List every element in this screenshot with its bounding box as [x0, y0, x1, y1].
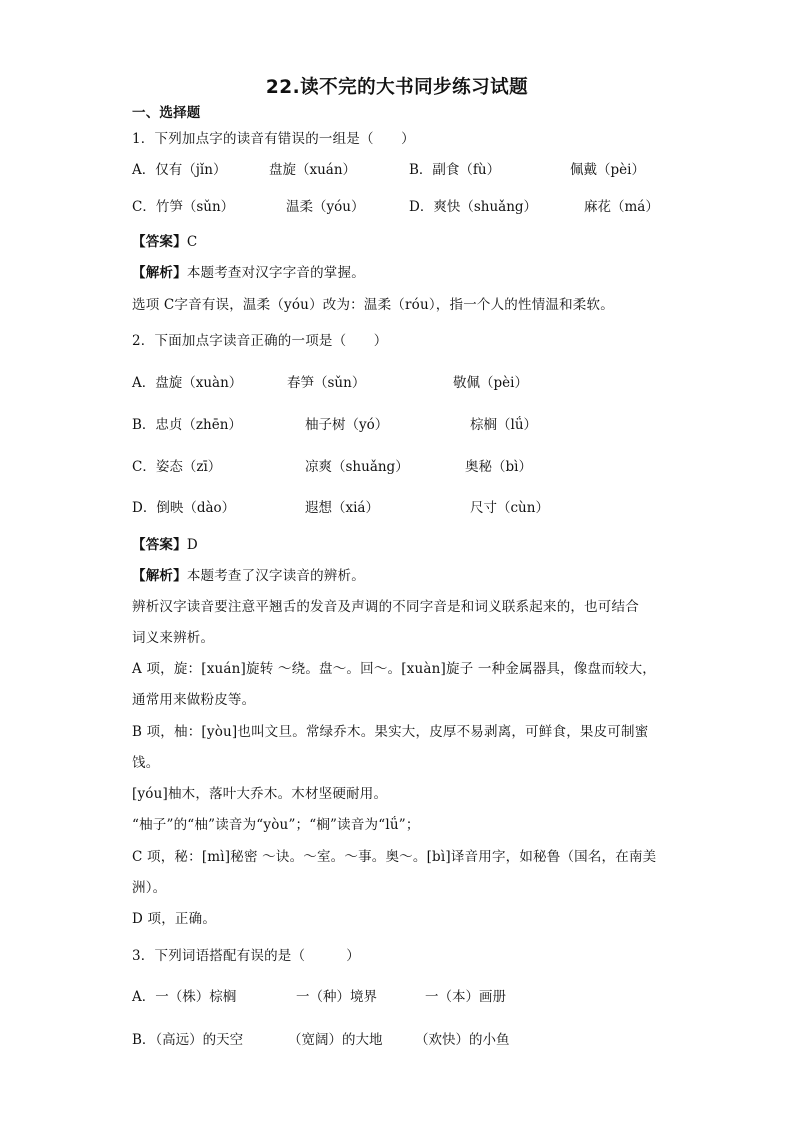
q3-option-a-2: 一（种）境界 [296, 989, 377, 1005]
q2-option-b-2: 柚子树（yó） [305, 417, 389, 433]
q2-option-c-3: 奥秘（bì） [465, 459, 532, 475]
section-heading: 一、选择题 [132, 105, 201, 121]
analysis-line: A 项，旋：[xuán]旋转 ～绕。盘～。回～。[xuàn]旋子 一种金属器具，像盘而较大， [132, 661, 656, 677]
q2-option-b: B．忠贞（zhēn） [132, 417, 242, 433]
q1-option-d: D．爽快（shuǎng） [409, 199, 538, 215]
q2-option-a-2: 春笋（sǔn） [287, 375, 366, 391]
analysis-line: 辨析汉字读音要注意平翘舌的发音及声调的不同字音是和词义联系起来的，也可结合 [132, 599, 639, 615]
question-3-stem: 3．下列词语搭配有误的是（ ） [132, 948, 360, 964]
analysis-line: 饯。 [132, 755, 160, 771]
analysis-line: 词义来辨析。 [132, 630, 215, 646]
q2-option-c-2: 凉爽（shuǎng） [305, 459, 409, 475]
analysis-tag: 【解析】 [132, 568, 187, 584]
question-1-stem: 1．下列加点字的读音有错误的一组是（ ） [132, 131, 415, 147]
q1-option-c-2: 温柔（yóu） [286, 199, 365, 215]
answer-tag: 【答案】 [132, 234, 187, 250]
analysis-line: 通常用来做粉皮等。 [132, 692, 256, 708]
analysis-line: D 项，正确。 [132, 911, 217, 927]
analysis-line: B 项，柚：[yòu]也叫文旦。常绿乔木。果实大，皮厚不易剥离，可鲜食，果皮可制蜜 [132, 724, 649, 740]
answer-tag: 【答案】 [132, 537, 187, 553]
q2-option-c: C．姿态（zī） [132, 459, 222, 475]
q2-analysis [132, 567, 365, 585]
q2-option-d: D．倒映（dào） [132, 500, 236, 516]
analysis-text: 本题考查对汉字字音的掌握。 [186, 265, 365, 281]
q1-answer [132, 233, 197, 251]
analysis-line: [yóu]柚木，落叶大乔木。木材坚硬耐用。 [132, 786, 388, 802]
analysis-line: 洲）。 [132, 880, 167, 896]
q1-option-b-2: 佩戴（pèi） [570, 162, 645, 178]
q2-option-d-2: 遐想（xiá） [305, 500, 379, 516]
q2-option-d-3: 尺寸（cùn） [470, 500, 549, 516]
q1-option-d-2: 麻花（má） [584, 199, 659, 215]
answer-value: C [186, 234, 198, 250]
q1-option-b: B．副食（fù） [409, 162, 501, 178]
page-title: 22.读不完的大书同步练习试题 [265, 77, 529, 98]
q3-option-a-3: 一（本）画册 [425, 989, 506, 1005]
q1-analysis-detail: 选项 C字音有误，温柔（yóu）改为：温柔（róu），指一个人的性情温和柔软。 [132, 297, 614, 313]
q2-option-b-3: 棕榈（lǘ） [470, 417, 538, 433]
q1-analysis [132, 264, 365, 282]
q3-option-b: B．（高远）的天空 [132, 1032, 244, 1048]
q2-answer [132, 536, 198, 554]
q3-option-b-3: （欢快）的小鱼 [415, 1032, 510, 1048]
q3-option-a: A．一（株）棕榈 [132, 989, 237, 1005]
q2-option-a: A．盘旋（xuàn） [132, 375, 243, 391]
question-2-stem: 2．下面加点字读音正确的一项是（ ） [132, 333, 388, 349]
analysis-tag: 【解析】 [132, 265, 187, 281]
q3-option-b-2: （宽阔）的大地 [288, 1032, 383, 1048]
analysis-line: C 项，秘：[mì]秘密 ～诀。～室。～事。奥～。[bì]译音用字，如秘鲁（国名，在南美 [132, 849, 657, 865]
analysis-line: “柚子”的“柚”读音为“yòu”；“榈”读音为“lǘ”； [132, 817, 420, 833]
q2-option-a-3: 敬佩（pèi） [453, 375, 528, 391]
answer-value: D [186, 537, 198, 553]
analysis-text: 本题考查了汉字读音的辨析。 [186, 568, 365, 584]
q1-option-a: A．仅有（jǐn） [132, 162, 227, 178]
q1-option-c: C．竹笋（sǔn） [132, 199, 235, 215]
q1-option-a-2: 盘旋（xuán） [269, 162, 357, 178]
